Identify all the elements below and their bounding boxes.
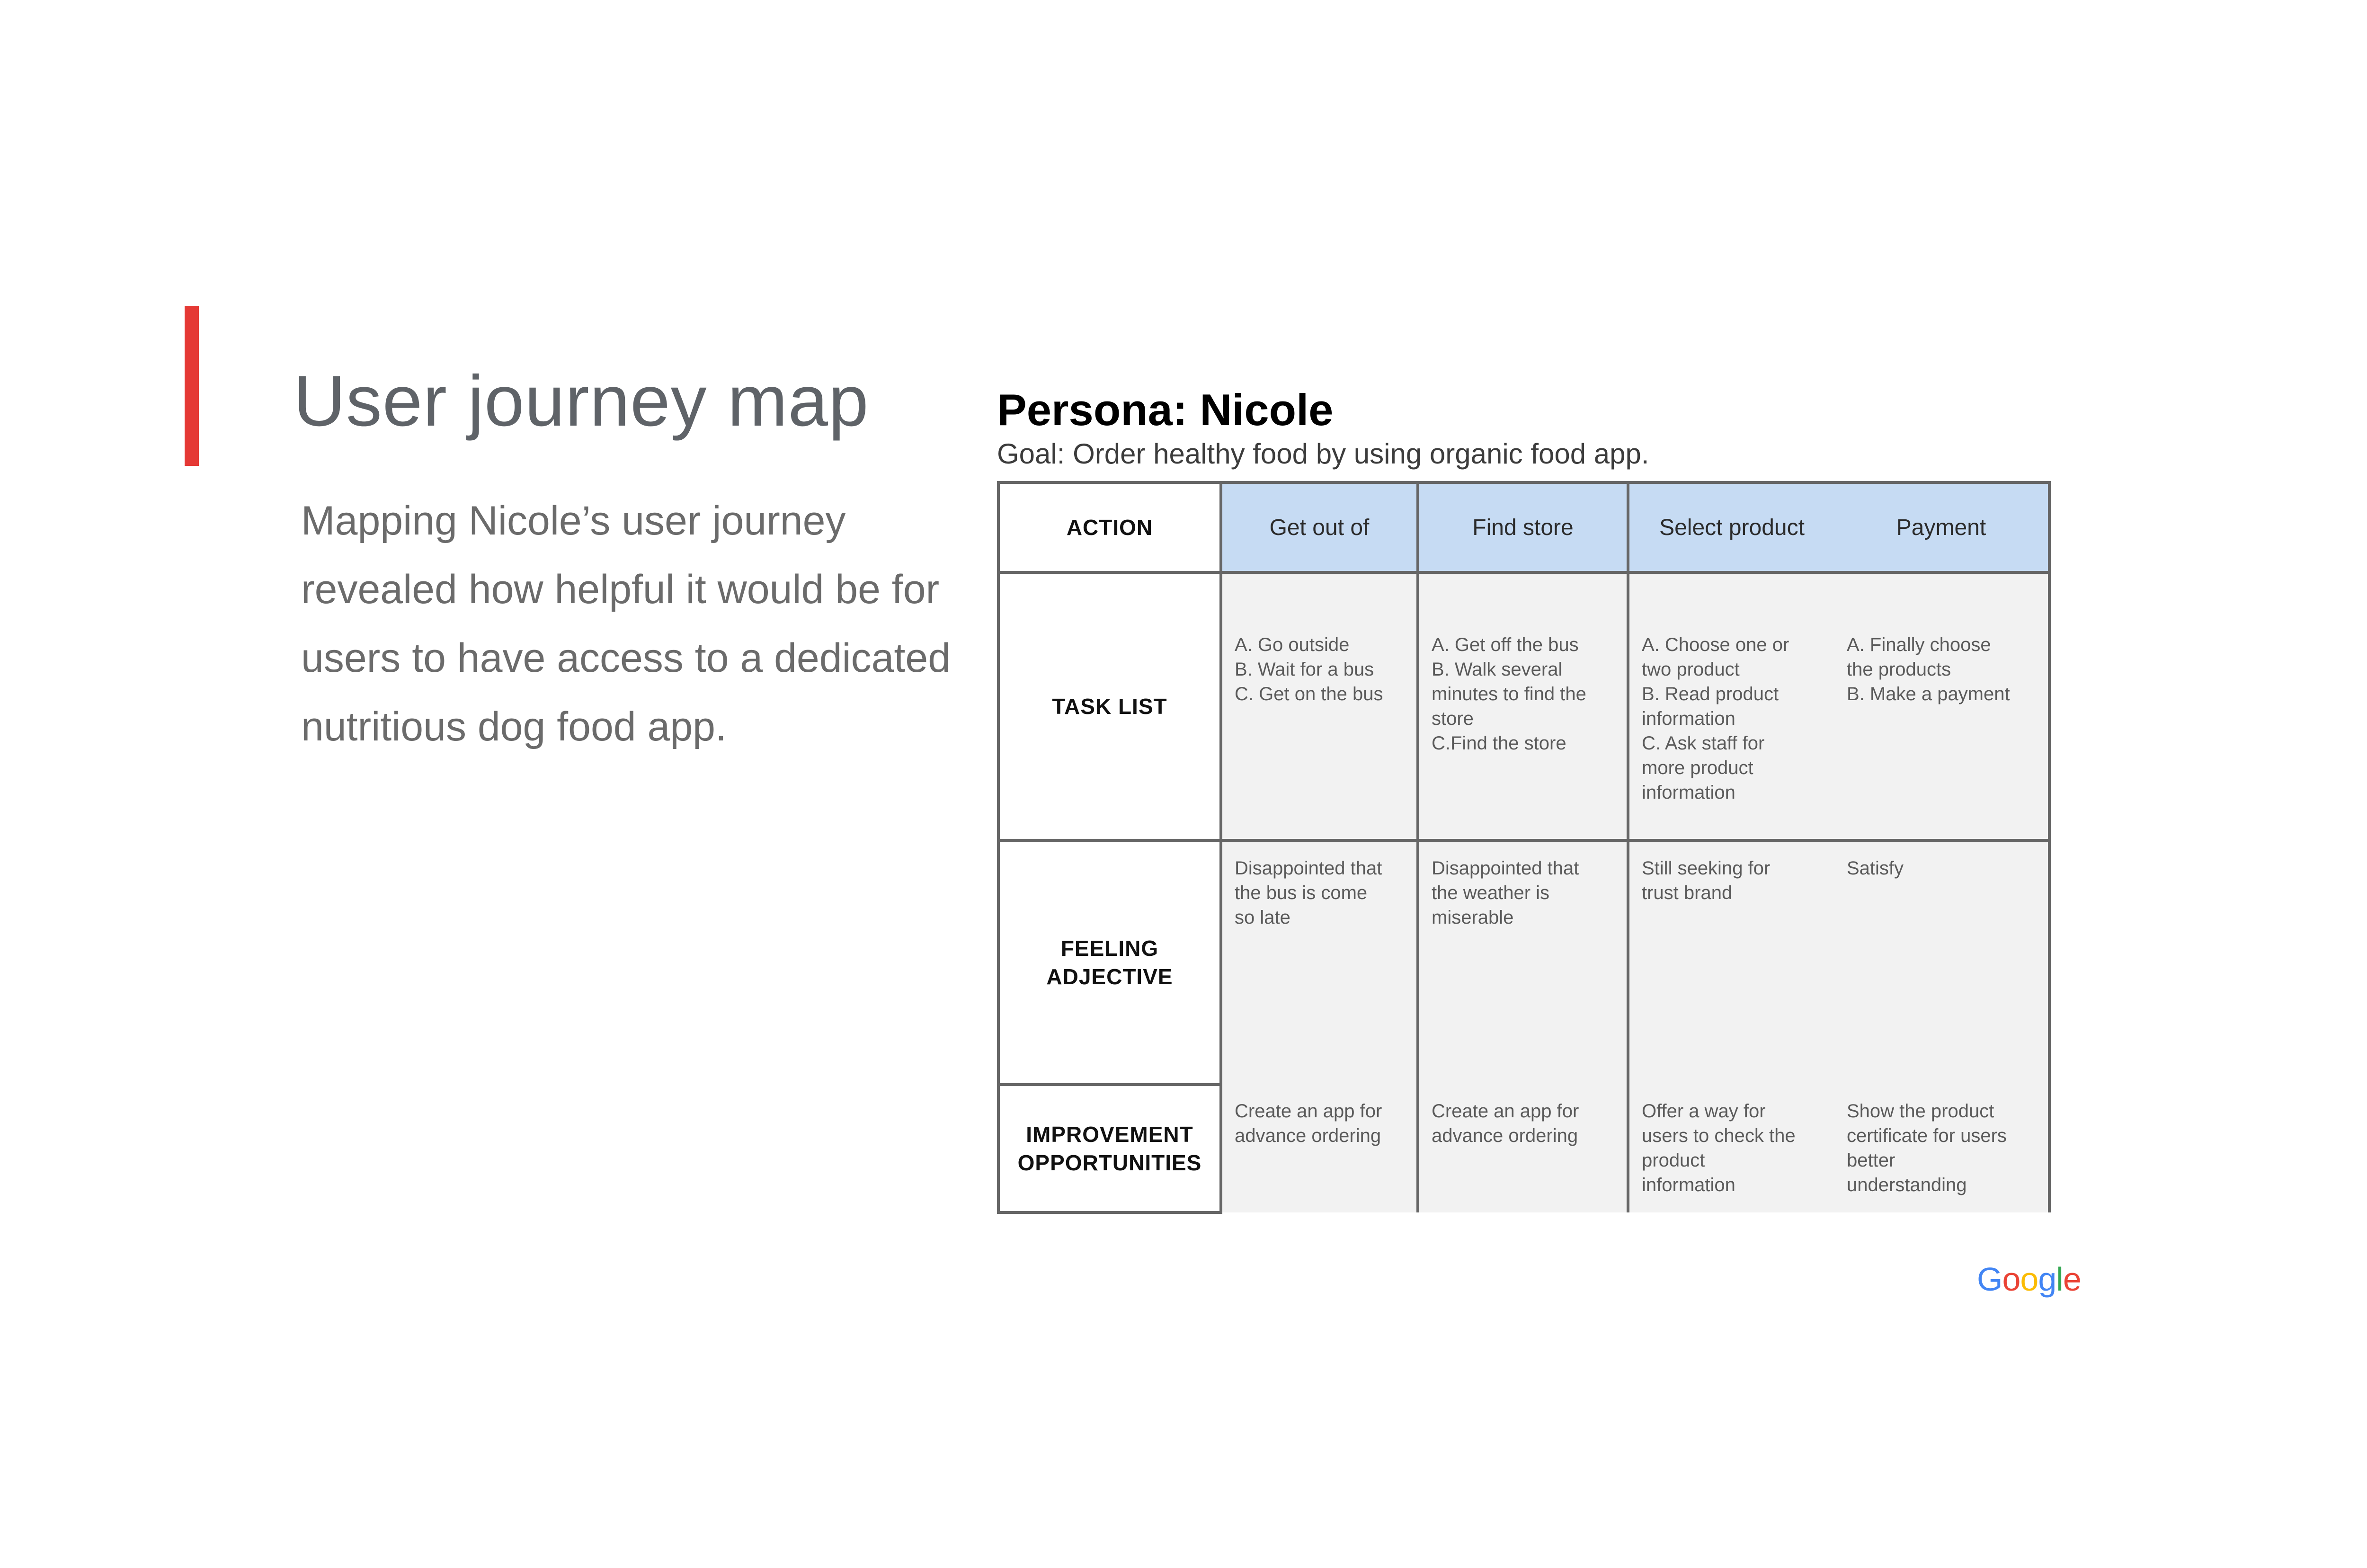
logo-letter: l bbox=[2056, 1261, 2063, 1298]
cell-line: Still seeking for bbox=[1642, 858, 1771, 879]
cell-line: B. Walk several bbox=[1432, 659, 1563, 680]
column-header: Select product bbox=[1628, 482, 1834, 572]
cell-line: A. Get off the bus bbox=[1432, 634, 1579, 655]
table-row-feeling-adjective bbox=[998, 840, 2049, 1085]
cell-line: A. Go outside bbox=[1235, 634, 1350, 655]
row-label-action: ACTION bbox=[998, 482, 1221, 572]
cell-line: store bbox=[1432, 708, 1474, 729]
logo-letter: o bbox=[2002, 1261, 2020, 1298]
journey-map-table bbox=[997, 481, 2051, 1214]
cell-line: A. Choose one or bbox=[1642, 634, 1789, 655]
slide-body-text: Mapping Nicole’s user journey revealed how helpful it would be for users to have access to a dedicated nutritious dog food app. bbox=[301, 498, 951, 749]
persona-title: Persona: Nicole bbox=[997, 385, 1334, 435]
cell-line: the bus is come bbox=[1235, 882, 1368, 903]
cell-line: so late bbox=[1235, 907, 1290, 928]
table-cell bbox=[1418, 840, 1628, 1085]
cell-line: advance ordering bbox=[1432, 1125, 1578, 1146]
row-label-improvement-opportunities bbox=[998, 1085, 1221, 1212]
cell-line: more product bbox=[1642, 757, 1753, 778]
column-header: Get out of bbox=[1221, 482, 1418, 572]
cell-line: C.Find the store bbox=[1432, 733, 1566, 754]
cell-line: Offer a way for bbox=[1642, 1101, 1766, 1122]
cell-line: information bbox=[1642, 708, 1735, 729]
table-cell bbox=[1418, 572, 1628, 840]
cell-line: better bbox=[1847, 1150, 1895, 1171]
cell-line: users to check the bbox=[1642, 1125, 1796, 1146]
cell-line: Disappointed that bbox=[1235, 858, 1382, 879]
cell-line: minutes to find the bbox=[1432, 684, 1586, 704]
table-header-row bbox=[998, 482, 2049, 572]
table-cell bbox=[1221, 840, 1418, 1085]
table-cell bbox=[1628, 840, 1834, 1085]
cell-line: Satisfy bbox=[1847, 858, 1904, 879]
row-label-task-list: TASK LIST bbox=[998, 572, 1221, 840]
slide-title: User journey map bbox=[294, 361, 869, 441]
row-label-line: FEELING bbox=[1060, 936, 1159, 961]
table-cell bbox=[1628, 572, 1834, 840]
cell-line: C. Get on the bus bbox=[1235, 684, 1383, 704]
cell-line: A. Finally choose bbox=[1847, 634, 1991, 655]
logo-letter: g bbox=[2038, 1261, 2056, 1298]
cell-line: B. Wait for a bus bbox=[1235, 659, 1374, 680]
cell-line: Create an app for bbox=[1235, 1101, 1382, 1122]
table-cell bbox=[1628, 1085, 1834, 1212]
cell-line: the weather is bbox=[1432, 882, 1550, 903]
row-label-line: IMPROVEMENT bbox=[1026, 1122, 1193, 1147]
cell-line: B. Read product bbox=[1642, 684, 1779, 704]
cell-line: trust brand bbox=[1642, 882, 1733, 903]
logo-letter: e bbox=[2063, 1261, 2081, 1298]
cell-line: C. Ask staff for bbox=[1642, 733, 1765, 754]
table-row-improvement-opportunities bbox=[998, 1085, 2049, 1212]
table-cell bbox=[1221, 1085, 1418, 1212]
cell-line: information bbox=[1642, 782, 1735, 803]
column-header: Find store bbox=[1418, 482, 1628, 572]
cell-line: product bbox=[1642, 1150, 1705, 1171]
cell-line: B. Make a payment bbox=[1847, 684, 2010, 704]
cell-line: understanding bbox=[1847, 1175, 1967, 1195]
table-cell bbox=[1834, 840, 2049, 1085]
cell-line: two product bbox=[1642, 659, 1740, 680]
cell-line: miserable bbox=[1432, 907, 1514, 928]
column-header: Payment bbox=[1834, 482, 2049, 572]
accent-bar bbox=[185, 306, 199, 466]
row-label-line: OPPORTUNITIES bbox=[1017, 1150, 1202, 1175]
cell-line: information bbox=[1642, 1175, 1735, 1195]
cell-line: certificate for users bbox=[1847, 1125, 2007, 1146]
persona-goal: Goal: Order healthy food by using organic food app. bbox=[997, 438, 1649, 470]
row-label-feeling-adjective bbox=[998, 840, 1221, 1085]
logo-letter: o bbox=[2020, 1261, 2038, 1298]
table-row-task-list bbox=[998, 572, 2049, 840]
cell-line: Disappointed that bbox=[1432, 858, 1579, 879]
cell-line: Show the product bbox=[1847, 1101, 1994, 1122]
table-cell bbox=[1834, 572, 2049, 840]
logo-letter: G bbox=[1977, 1261, 2002, 1298]
table-cell bbox=[1418, 1085, 1628, 1212]
table-cell bbox=[1834, 1085, 2049, 1212]
google-logo bbox=[1977, 1260, 2081, 1298]
cell-line: advance ordering bbox=[1235, 1125, 1381, 1146]
cell-line: Create an app for bbox=[1432, 1101, 1579, 1122]
row-label-line: ADJECTIVE bbox=[1046, 964, 1173, 989]
table-cell bbox=[1221, 572, 1418, 840]
cell-line: the products bbox=[1847, 659, 1951, 680]
